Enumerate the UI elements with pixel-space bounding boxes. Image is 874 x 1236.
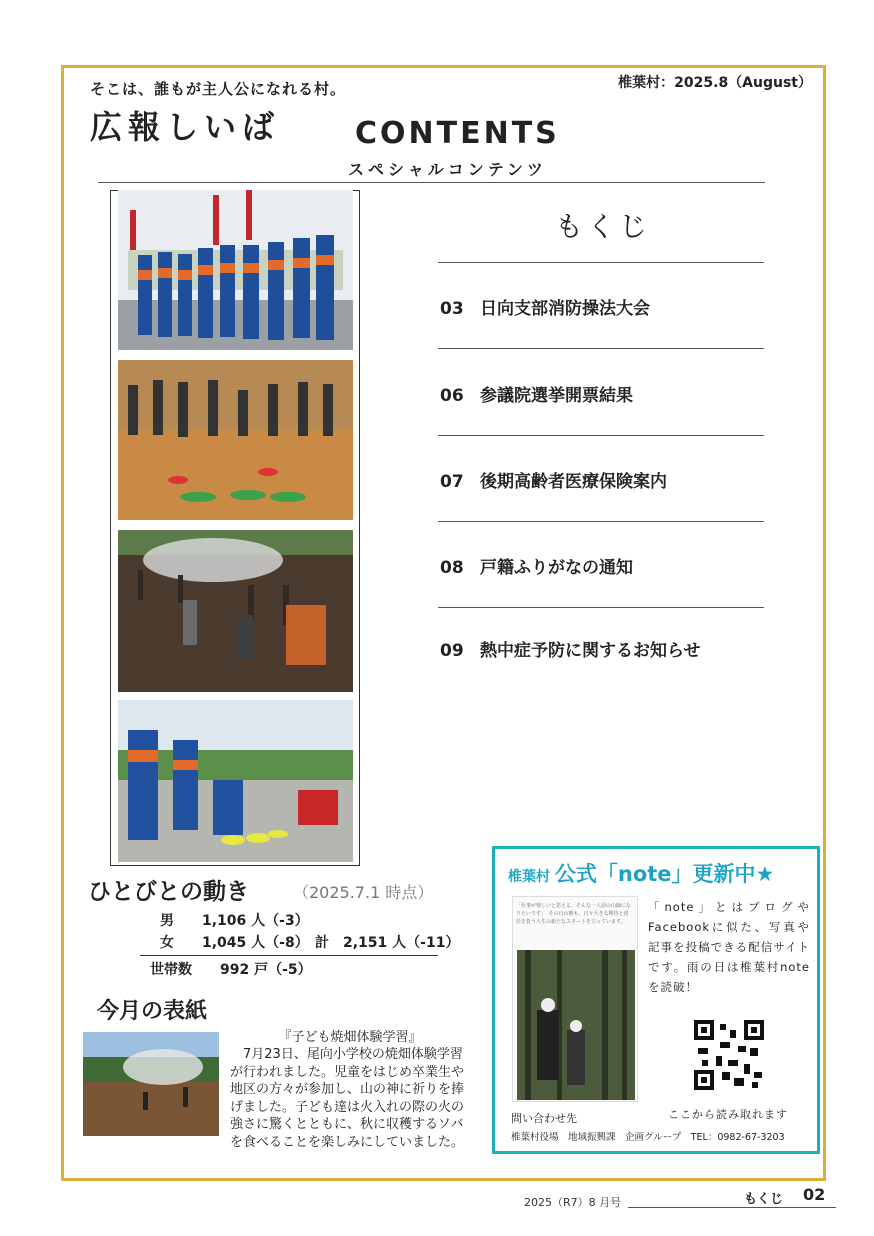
toc-page-number: 07 xyxy=(440,472,464,492)
contact-info: 椎葉村役場 地域振興課 企画グループ TEL：0982-67-3203 xyxy=(511,1132,785,1143)
note-thumbnail-photo xyxy=(517,950,635,1100)
toc-divider xyxy=(438,521,764,522)
toc-divider xyxy=(438,435,764,436)
photo-fire-drill xyxy=(118,700,353,862)
toc-title: 後期高齢者医療保険案内 xyxy=(480,472,667,492)
male-count: 男 1,106 人（-3） xyxy=(160,913,309,929)
toc-title: 日向支部消防操法大会 xyxy=(480,299,650,319)
contents-subtitle: スペシャルコンテンツ xyxy=(348,160,547,179)
toc-title: 熱中症予防に関するお知らせ xyxy=(480,641,701,661)
toc-page-number: 06 xyxy=(440,386,464,406)
contents-title: CONTENTS xyxy=(355,116,560,151)
tagline: そこは、誰もが主人公になれる村。 xyxy=(90,80,347,98)
footer-issue: 2025（R7）8 月号 xyxy=(524,1196,622,1209)
qr-label: ここから読み取れます xyxy=(668,1108,788,1121)
contact-label: 問い合わせ先 xyxy=(511,1112,577,1125)
population-title: ひとびとの動き xyxy=(88,879,249,905)
toc-title: 戸籍ふりがなの通知 xyxy=(480,558,633,578)
note-title xyxy=(508,858,774,888)
toc-heading: もくじ xyxy=(555,210,652,243)
note-title-prefix: 椎葉村 xyxy=(508,869,550,885)
toc-page-number: 03 xyxy=(440,299,464,319)
photo-gym-curling xyxy=(118,360,353,520)
photo-firefighters-parade xyxy=(118,190,353,350)
cover-photo xyxy=(83,1032,219,1136)
footer-divider xyxy=(628,1207,836,1208)
toc-item[interactable] xyxy=(440,553,760,578)
magazine-logo: 広報しいば xyxy=(90,108,281,146)
footer-section-name: もくじ xyxy=(744,1192,784,1207)
cover-caption-text: 7月23日、尾向小学校の焼畑体験学習が行われました。児童をはじめ卒業生や地区の方々が参加し、山の神に祈りを捧げました。子ども達は火入れの際の火の強さに驚くとともに、秋に収穫するソバを食べることを楽しみにしていました。 xyxy=(230,1047,465,1150)
note-thumbnail-text: 「仕事が楽しいと思える、そんな一人前の山師になりたいです」 その日の朝も、日々大きな期待と責任を負う人生の新たなスタートを立っています。 xyxy=(516,903,632,925)
female-count: 女 1,045 人（-8） xyxy=(160,935,309,951)
toc-title: 参議院選挙開票結果 xyxy=(480,386,633,406)
cover-caption-title: 『子ども焼畑体験学習』 xyxy=(278,1030,422,1045)
qr-code-icon[interactable] xyxy=(694,1020,764,1090)
toc-item[interactable] xyxy=(440,636,760,661)
note-description: 「note」とはブログやFacebookに似た、写真や記事を投稿できる配信サイトです。雨の日は椎葉村noteを読破！ xyxy=(648,900,810,994)
toc-divider xyxy=(438,607,764,608)
note-title-main: 公式「note」更新中★ xyxy=(554,862,775,886)
household-count: 世帯数 992 戸（-5） xyxy=(150,962,312,978)
header-divider xyxy=(98,182,765,183)
toc-item[interactable] xyxy=(440,294,760,319)
toc-page-number: 09 xyxy=(440,641,464,661)
stats-divider xyxy=(140,955,438,956)
footer-page-number: 02 xyxy=(803,1185,826,1204)
total-count: 計 2,151 人（-11） xyxy=(315,935,460,951)
toc-divider xyxy=(438,348,764,349)
photo-field-burning xyxy=(118,530,353,692)
toc-divider xyxy=(438,262,764,263)
toc-page-number: 08 xyxy=(440,558,464,578)
toc-item[interactable] xyxy=(440,467,760,492)
issue-label: 椎葉村：2025.8（August） xyxy=(618,75,812,91)
population-date: （2025.7.1 時点） xyxy=(293,883,434,902)
toc-item[interactable] xyxy=(440,381,760,406)
cover-title: 今月の表紙 xyxy=(97,999,208,1024)
